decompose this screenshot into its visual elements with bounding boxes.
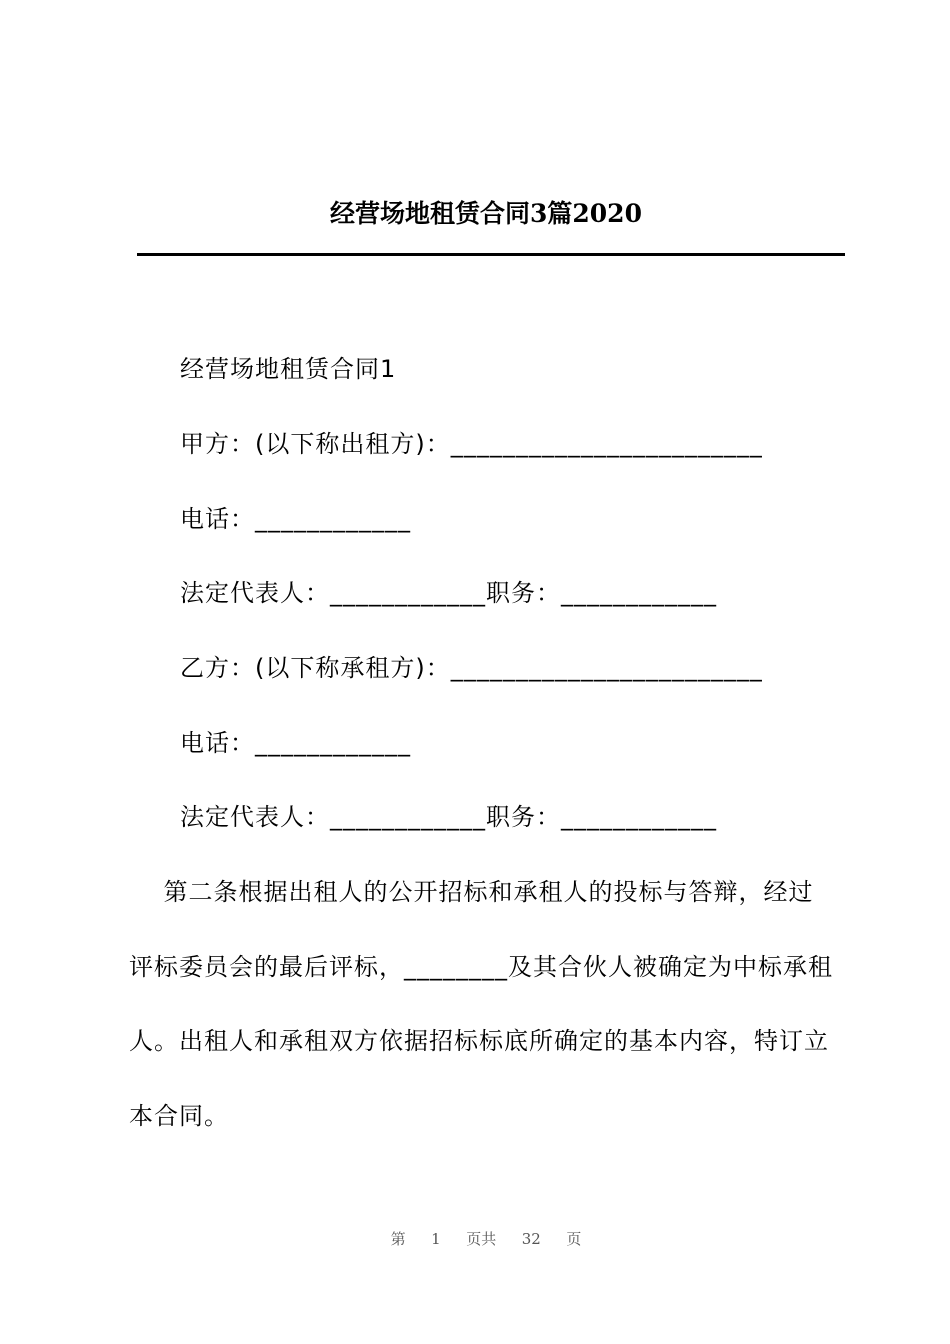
party-b-phone-line: 电话：____________ xyxy=(180,729,411,757)
article-line: 评标委员会的最后评标，________及其合伙人被确定为中标承租 xyxy=(129,953,833,981)
section-heading: 经营场地租赁合同1 xyxy=(180,355,397,383)
article-line: 人。出租人和承租双方依据招标标底所确定的基本内容，特订立 xyxy=(129,1027,829,1055)
page-number-footer: 第 1 页共 32 页 xyxy=(390,1230,582,1248)
party-b-representative-line: 法定代表人：____________职务：____________ xyxy=(180,803,717,831)
article-line: 本合同。 xyxy=(129,1102,229,1130)
document-title: 经营场地租赁合同3篇2020 xyxy=(330,199,642,228)
title-divider xyxy=(137,253,845,256)
party-b-line: 乙方：(以下称承租方)：________________________ xyxy=(180,654,763,682)
article-paragraph xyxy=(129,875,843,1130)
party-a-line: 甲方：(以下称出租方)：________________________ xyxy=(180,430,763,458)
article-line: 第二条根据出租人的公开招标和承租人的投标与答辩，经过 xyxy=(129,878,814,906)
party-a-phone-line: 电话：____________ xyxy=(180,505,411,533)
party-a-representative-line: 法定代表人：____________职务：____________ xyxy=(180,579,717,607)
